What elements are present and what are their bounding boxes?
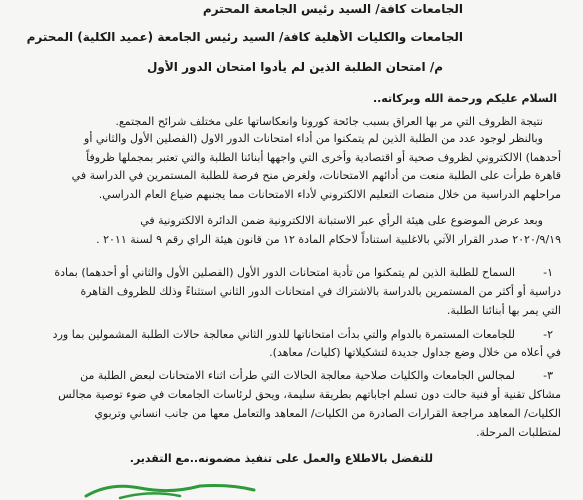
item-number: ٢- <box>543 328 553 341</box>
item-line: في أعلاه من خلال وضع جداول جديدة لتشكيلاتها (كليات/ معاهد). <box>269 346 561 359</box>
addressee-universities: الجامعات كافة/ السيد رئيس الجامعة المحترم <box>202 2 463 16</box>
item-number: ١- <box>543 266 553 279</box>
item-line: دراسية أو أكثر من المستمرين بالدراسة بالاشتراك في امتحانات الدور الثاني استثناءً وذلك للظروف القاهرة <box>80 285 561 298</box>
item-line: السماح للطلبة الذين لم يتمكنوا من تأدية امتحانات الدور الأول (الفصلين الأول والثاني أو أحدهما) بمادة <box>54 266 515 279</box>
item-line: الكليات/ المعاهد مراجعة القرارات الصادرة من الكليات/ المعاهد والتعامل معها من جانب انساني وتربوي <box>94 407 561 420</box>
greeting: السلام عليكم ورحمة الله وبركاته.. <box>372 92 557 105</box>
decision-line: ٢٠٢٠/٩/١٩ صدر القرار الآتي بالاغلبية استناداً لاحكام المادة ١٢ من قانون هيئة الراي رقم ٩ لسنة ٢٠١١ . <box>96 233 561 246</box>
signature-mark <box>80 478 260 500</box>
intro-line: مراحلهم الدراسية من خلال منصات التعليم الالكتروني لأداء الامتحانات مما يجنبهم ضياع العام الدراسي. <box>98 188 561 201</box>
addressee-private-colleges: الجامعات والكليات الأهلية كافة/ السيد رئيس الجامعة (عميد الكلية) المحترم <box>26 30 463 44</box>
intro-line: وبالنظر لوجود عدد من الطلبة الذين لم يتمكنوا من أداء امتحانات الدور الاول (الفصلين الأول والثاني أو <box>84 132 543 145</box>
item-line: التي يمر بها أبنائنا الطلبة. <box>446 304 561 317</box>
item-line: لمتطلبات المرحلة. <box>476 426 561 439</box>
item-number: ٣- <box>543 369 553 382</box>
item-line: مشاكل تقنية أو فنية حالت دون تسلم اجاباتهم بطريقة سليمة، ويحق لرئاسات الجامعات في ضوء توصية مجالس <box>58 388 561 401</box>
intro-line: نتيجة الظروف التي مر بها العراق بسبب جائحة كورونا وانعكاساتها على مختلف شرائح المجتمع. <box>115 115 543 128</box>
decision-line: وبعد عرض الموضوع على هيئة الرأي عبر الاستبانة الالكترونية ضمن الدائرة الالكترونية في <box>140 214 543 227</box>
intro-line: قاهرة طرأت على الطلبة منعت من أدائهم الامتحانات، ولغرض منح فرصة للطلبة المستمرين في الدراسة في <box>71 169 561 182</box>
closing-line: للتفضل بالاطلاع والعمل على تنفيذ مضمونه..مع التقدير. <box>129 452 433 465</box>
subject-line: م/ امتحان الطلبة الذين لم يأدوا امتحان الدور الأول <box>146 60 443 74</box>
item-line: للجامعات المستمرة بالدوام والتي بدأت امتحاناتها للدور الثاني معالجة حالات الطلبة المشمولين بما ورد <box>52 328 515 341</box>
item-line: لمجالس الجامعات والكليات صلاحية معالجة الحالات التي طرأت اثناء الامتحانات لبعض الطلبة من <box>80 369 515 382</box>
intro-line: أحدهما) الالكتروني لظروف صحية أو اقتصادية وأخرى التي واجهها أبنائنا الطلبة والتي تعتبر بمجملها ظروفاً <box>86 151 561 164</box>
